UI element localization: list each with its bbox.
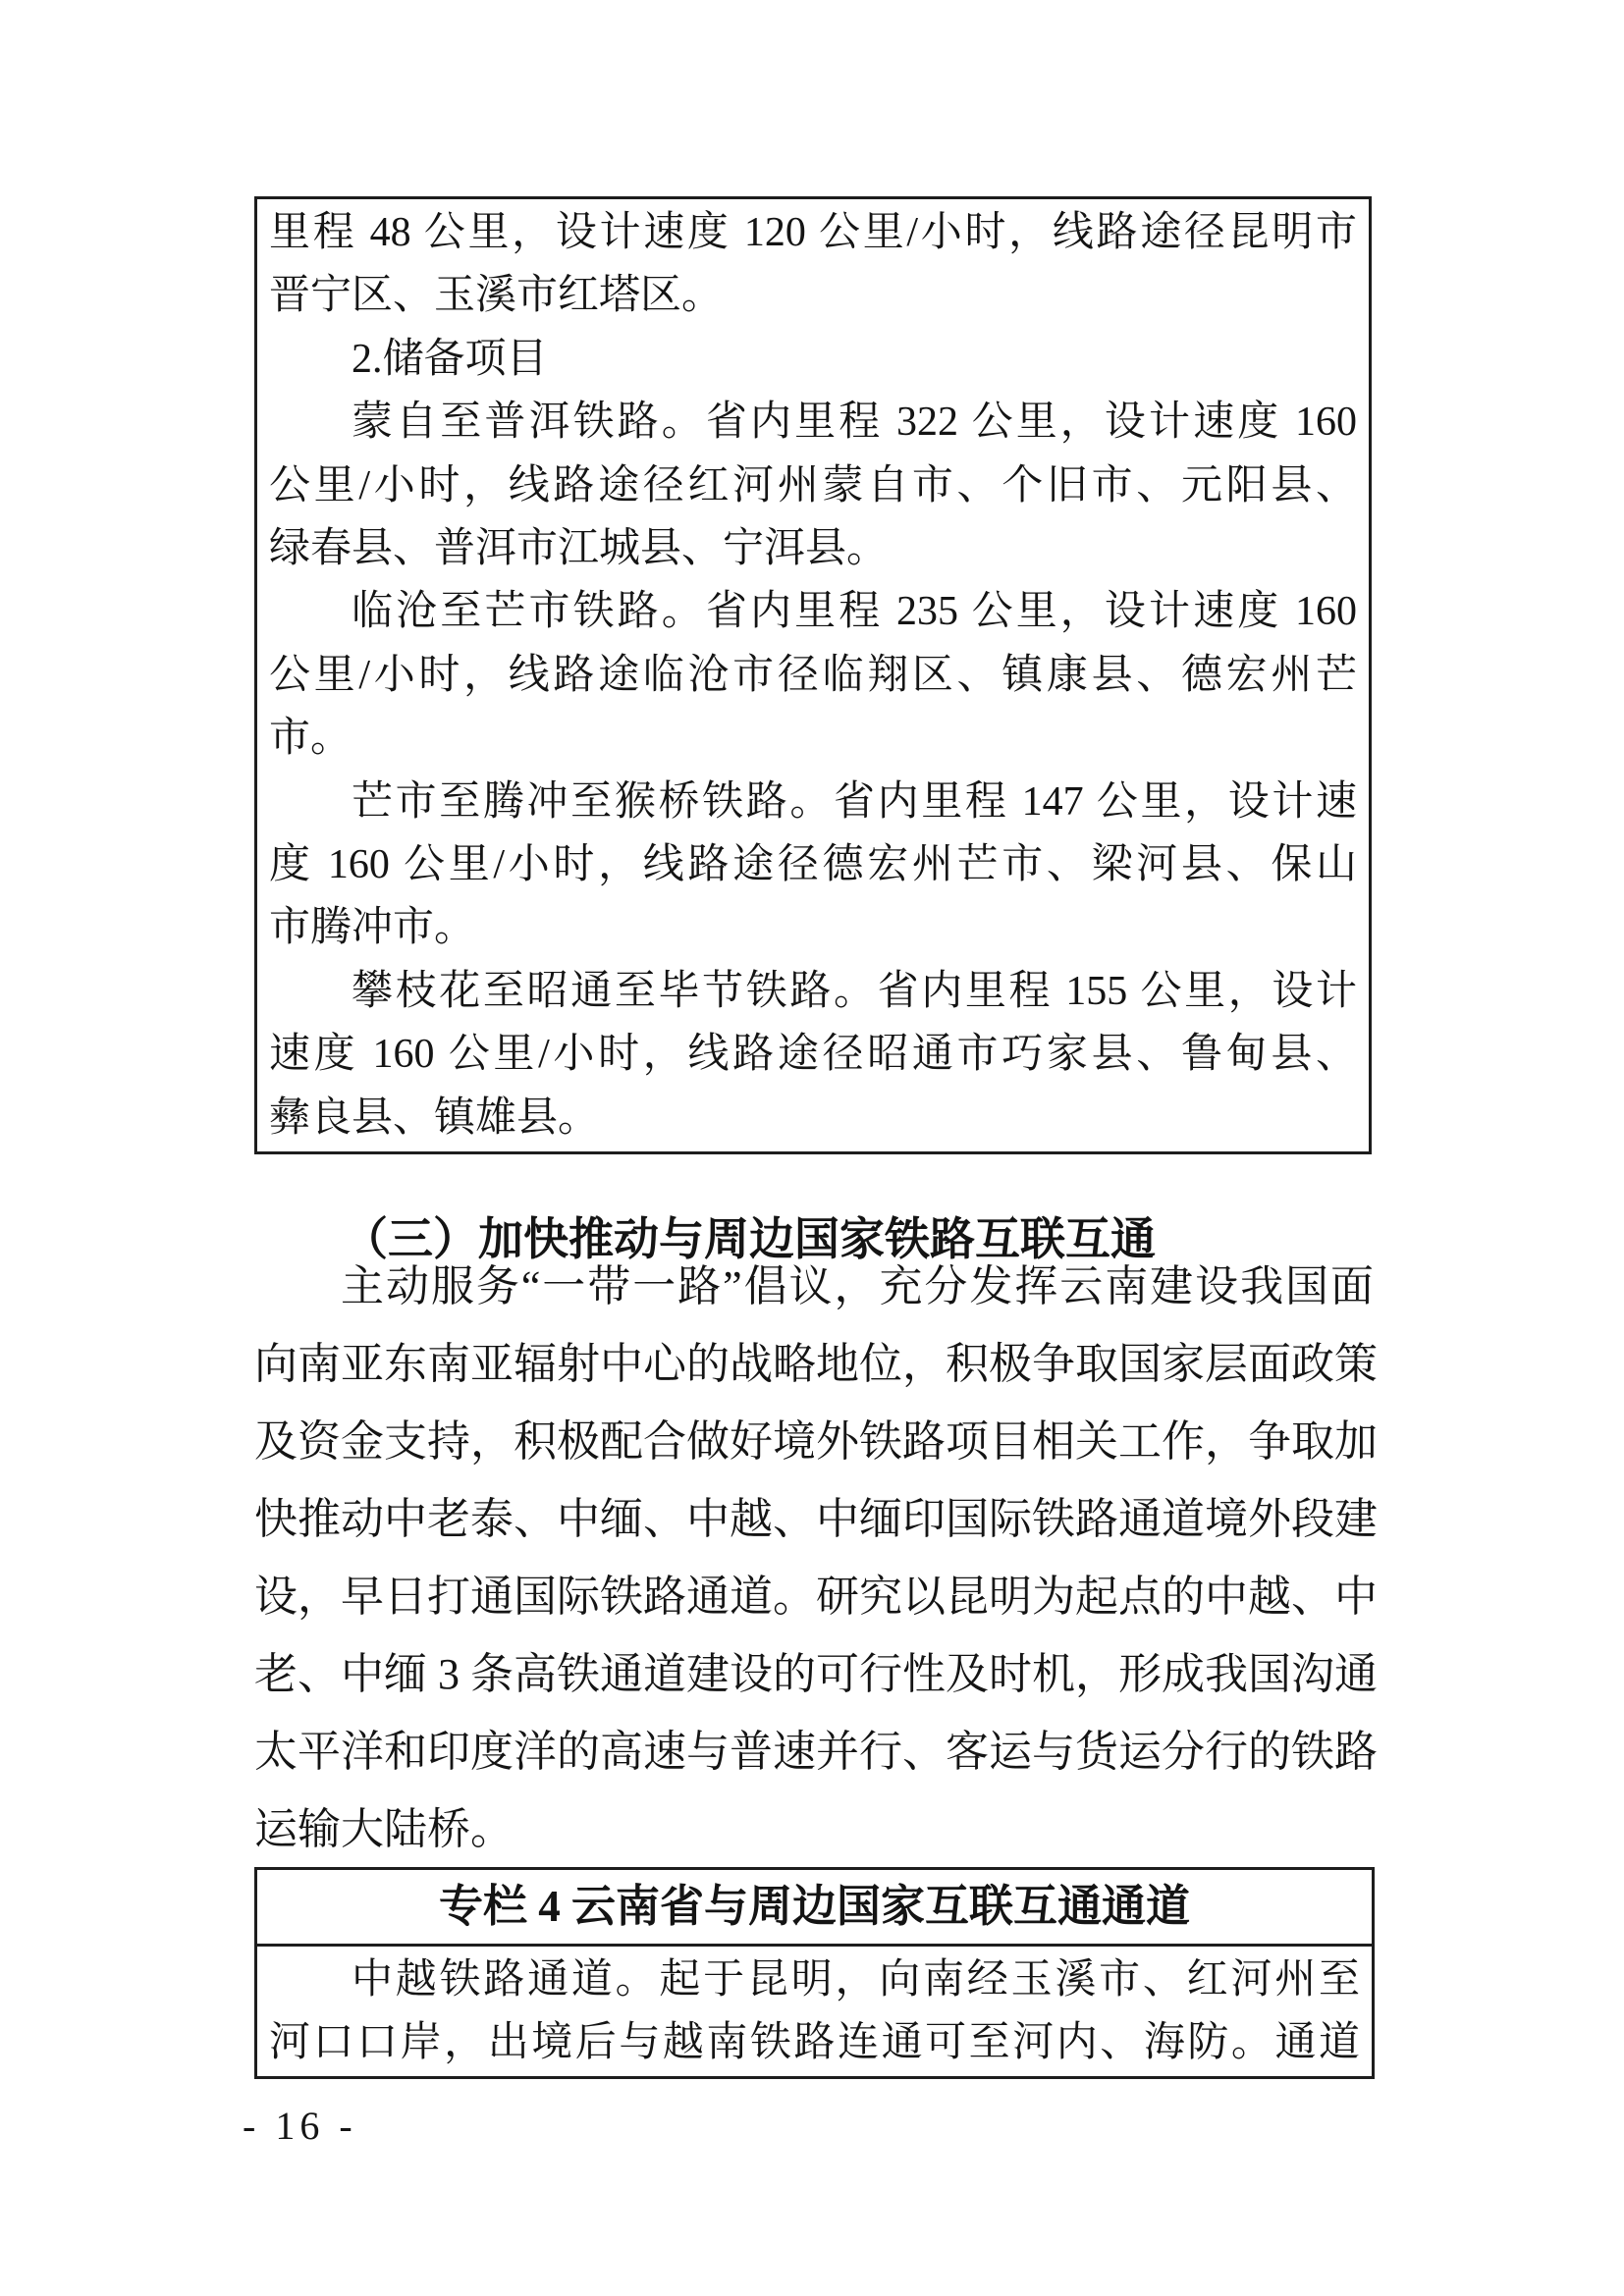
paragraph-line: 快推动中老泰、中缅、中越、中缅印国际铁路通道境外段建 <box>254 1495 1378 1543</box>
section-heading: （三）加快推动与周边国家铁路互联互通 <box>343 1214 1156 1265</box>
paragraph-line: 设，早日打通国际铁路通道。研究以昆明为起点的中越、中 <box>254 1573 1378 1621</box>
project-box-line: 度 160 公里/小时，线路途径德宏州芒市、梁河县、保山 <box>269 842 1357 888</box>
channels-box-body <box>257 1947 1372 2074</box>
channels-box-title: 专栏 4 云南省与周边国家互联互通通道 <box>257 1870 1372 1947</box>
project-box-line: 蒙自至普洱铁路。省内里程 322 公里，设计速度 160 <box>352 400 1357 446</box>
project-box-line: 彝良县、镇雄县。 <box>269 1095 600 1141</box>
channel-box-line: 河口口岸，出境后与越南铁路连通可至河内、海防。通道 <box>269 2020 1360 2065</box>
project-box-line: 攀枝花至昭通至毕节铁路。省内里程 155 公里，设计 <box>352 968 1357 1014</box>
project-box-line: 公里/小时，线路途径红河州蒙自市、个旧市、元阳县、 <box>269 462 1357 508</box>
project-box-subheading: 2.储备项目 <box>352 336 548 382</box>
paragraph-line: 向南亚东南亚辐射中心的战略地位，积极争取国家层面政策 <box>254 1340 1378 1388</box>
page-number: - 16 - <box>243 2104 357 2148</box>
channel-box-line: 中越铁路通道。起于昆明，向南经玉溪市、红河州至 <box>352 1957 1360 2002</box>
paragraph-line: 太平洋和印度洋的高速与普速并行、客运与货运分行的铁路 <box>254 1728 1378 1776</box>
paragraph-line: 老、中缅 3 条高铁通道建设的可行性及时机，形成我国沟通 <box>254 1650 1378 1698</box>
project-box-line: 晋宁区、玉溪市红塔区。 <box>269 273 724 319</box>
paragraph-line: 运输大陆桥。 <box>254 1805 514 1853</box>
project-box-line: 公里/小时，线路途临沧市径临翔区、镇康县、德宏州芒 <box>269 652 1357 698</box>
project-box-line: 绿春县、普洱市江城县、宁洱县。 <box>269 526 889 572</box>
project-box-line: 速度 160 公里/小时，线路途径昭通市巧家县、鲁甸县、 <box>269 1032 1357 1078</box>
reserve-projects-box <box>254 196 1372 1154</box>
project-box-line: 市。 <box>269 716 352 762</box>
project-box-line: 芒市至腾冲至猴桥铁路。省内里程 147 公里，设计速 <box>352 778 1357 825</box>
paragraph-line: 及资金支持，积极配合做好境外铁路项目相关工作，争取加 <box>254 1417 1378 1466</box>
project-box-line: 市腾冲市。 <box>269 905 476 951</box>
paragraph-line: 主动服务“一带一路”倡议，充分发挥云南建设我国面 <box>341 1262 1374 1310</box>
body-paragraph <box>254 1248 1378 1868</box>
project-box-line: 临沧至芒市铁路。省内里程 235 公里，设计速度 160 <box>352 589 1357 635</box>
project-box-line: 里程 48 公里，设计速度 120 公里/小时，线路途径昆明市 <box>269 210 1357 255</box>
channels-box <box>254 1867 1375 2079</box>
